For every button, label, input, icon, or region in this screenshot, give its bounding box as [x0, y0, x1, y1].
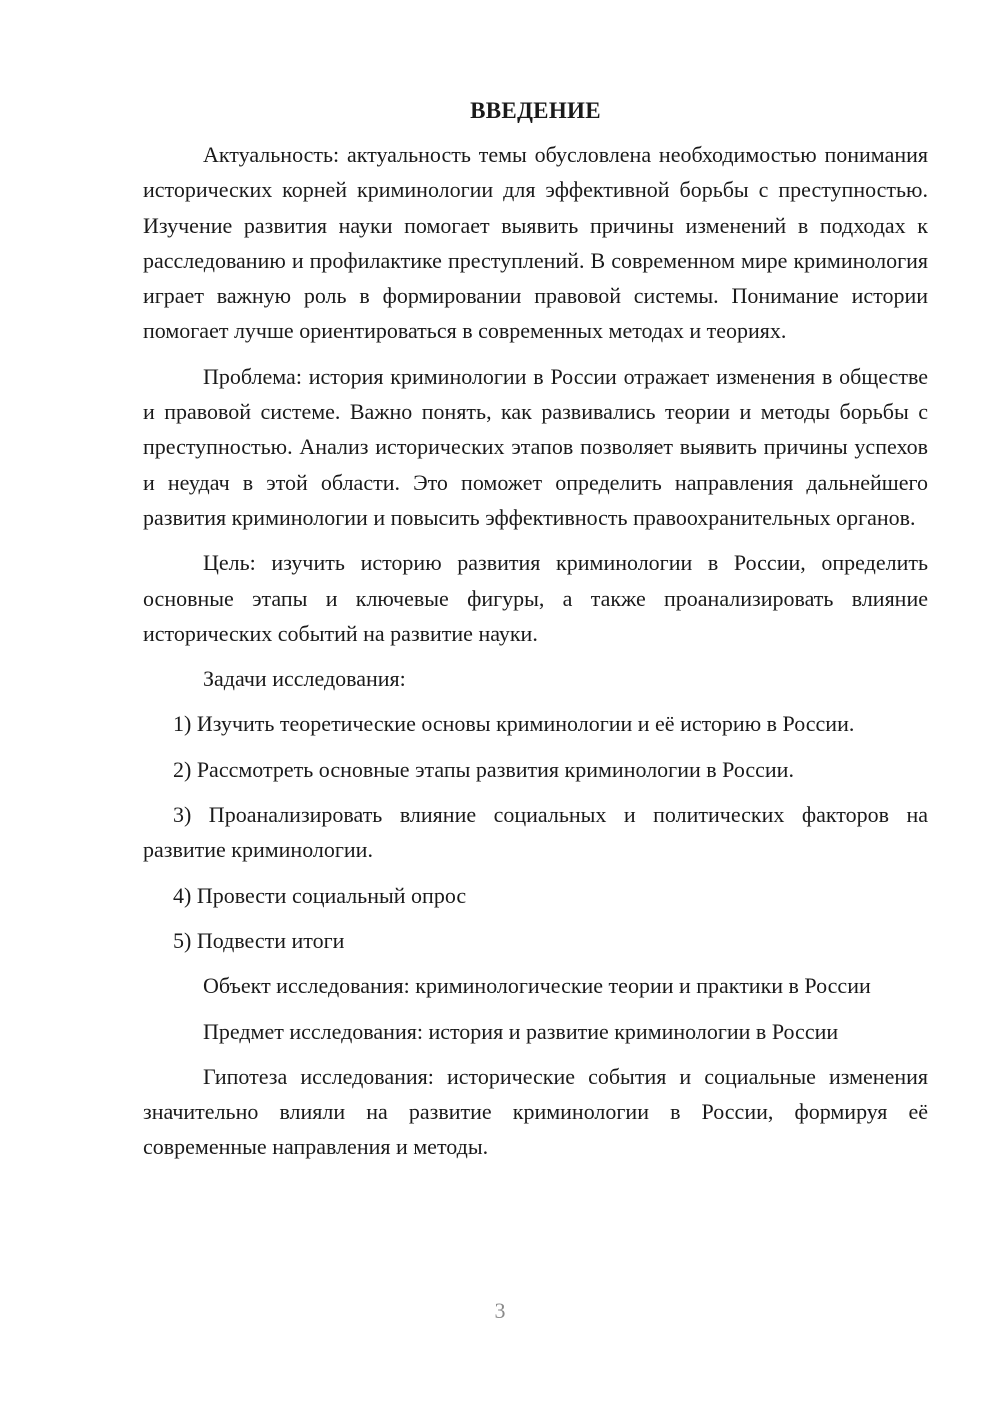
- document-page: [143, 95, 928, 1165]
- page-number: 3: [494, 1298, 506, 1323]
- tasks-title: Задачи исследования:: [203, 666, 406, 692]
- hypothesis-paragraph: Гипотеза исследования: исторические события и социальные изменения значительно влияли на развитие криминологии в России, формируя её современные направления и методы.: [143, 1063, 928, 1160]
- task-item-3: 3) Проанализировать влияние социальных и политических факторов на развитие криминологии.: [143, 802, 928, 863]
- task-item-4: 4) Провести социальный опрос: [173, 882, 467, 908]
- problem-paragraph: Проблема: история криминологии в России отражает изменения в обществе и правовой системе. Важно понять, как развивались теории и методы борьбы с преступностью. Анализ исторических этапов позволяет выявить причины успехов и неудач в этой области. Это поможет определить направления дальнейшего развития криминологии и повысить эффективность правоохранительных органов.: [143, 363, 928, 530]
- object-paragraph: Объект исследования: криминологические теории и практики в России: [203, 973, 871, 999]
- subject-paragraph: Предмет исследования: история и развитие криминологии в России: [203, 1018, 839, 1044]
- task-item-5: 5) Подвести итоги: [173, 927, 345, 953]
- section-heading: ВВЕДЕНИЕ: [470, 98, 601, 123]
- goal-paragraph: Цель: изучить историю развития криминологии в России, определить основные этапы и ключевые фигуры, а также проанализировать влияние исторических событий на развитие науки.: [143, 550, 928, 646]
- task-item-1: 1) Изучить теоретические основы криминологии и её историю в России.: [173, 711, 855, 737]
- task-item-2: 2) Рассмотреть основные этапы развития криминологии в России.: [173, 756, 794, 782]
- relevance-paragraph: Актуальность: актуальность темы обусловлена необходимостью понимания исторических корней криминологии для эффективной борьбы с преступностью. Изучение развития науки помогает выявить причины изменений в подходах к расследованию и профилактике преступлений. В современном мире криминология играет важную роль в формировании правовой системы. Понимание истории помогает лучше ориентироваться в современных методах и теориях.: [143, 142, 928, 344]
